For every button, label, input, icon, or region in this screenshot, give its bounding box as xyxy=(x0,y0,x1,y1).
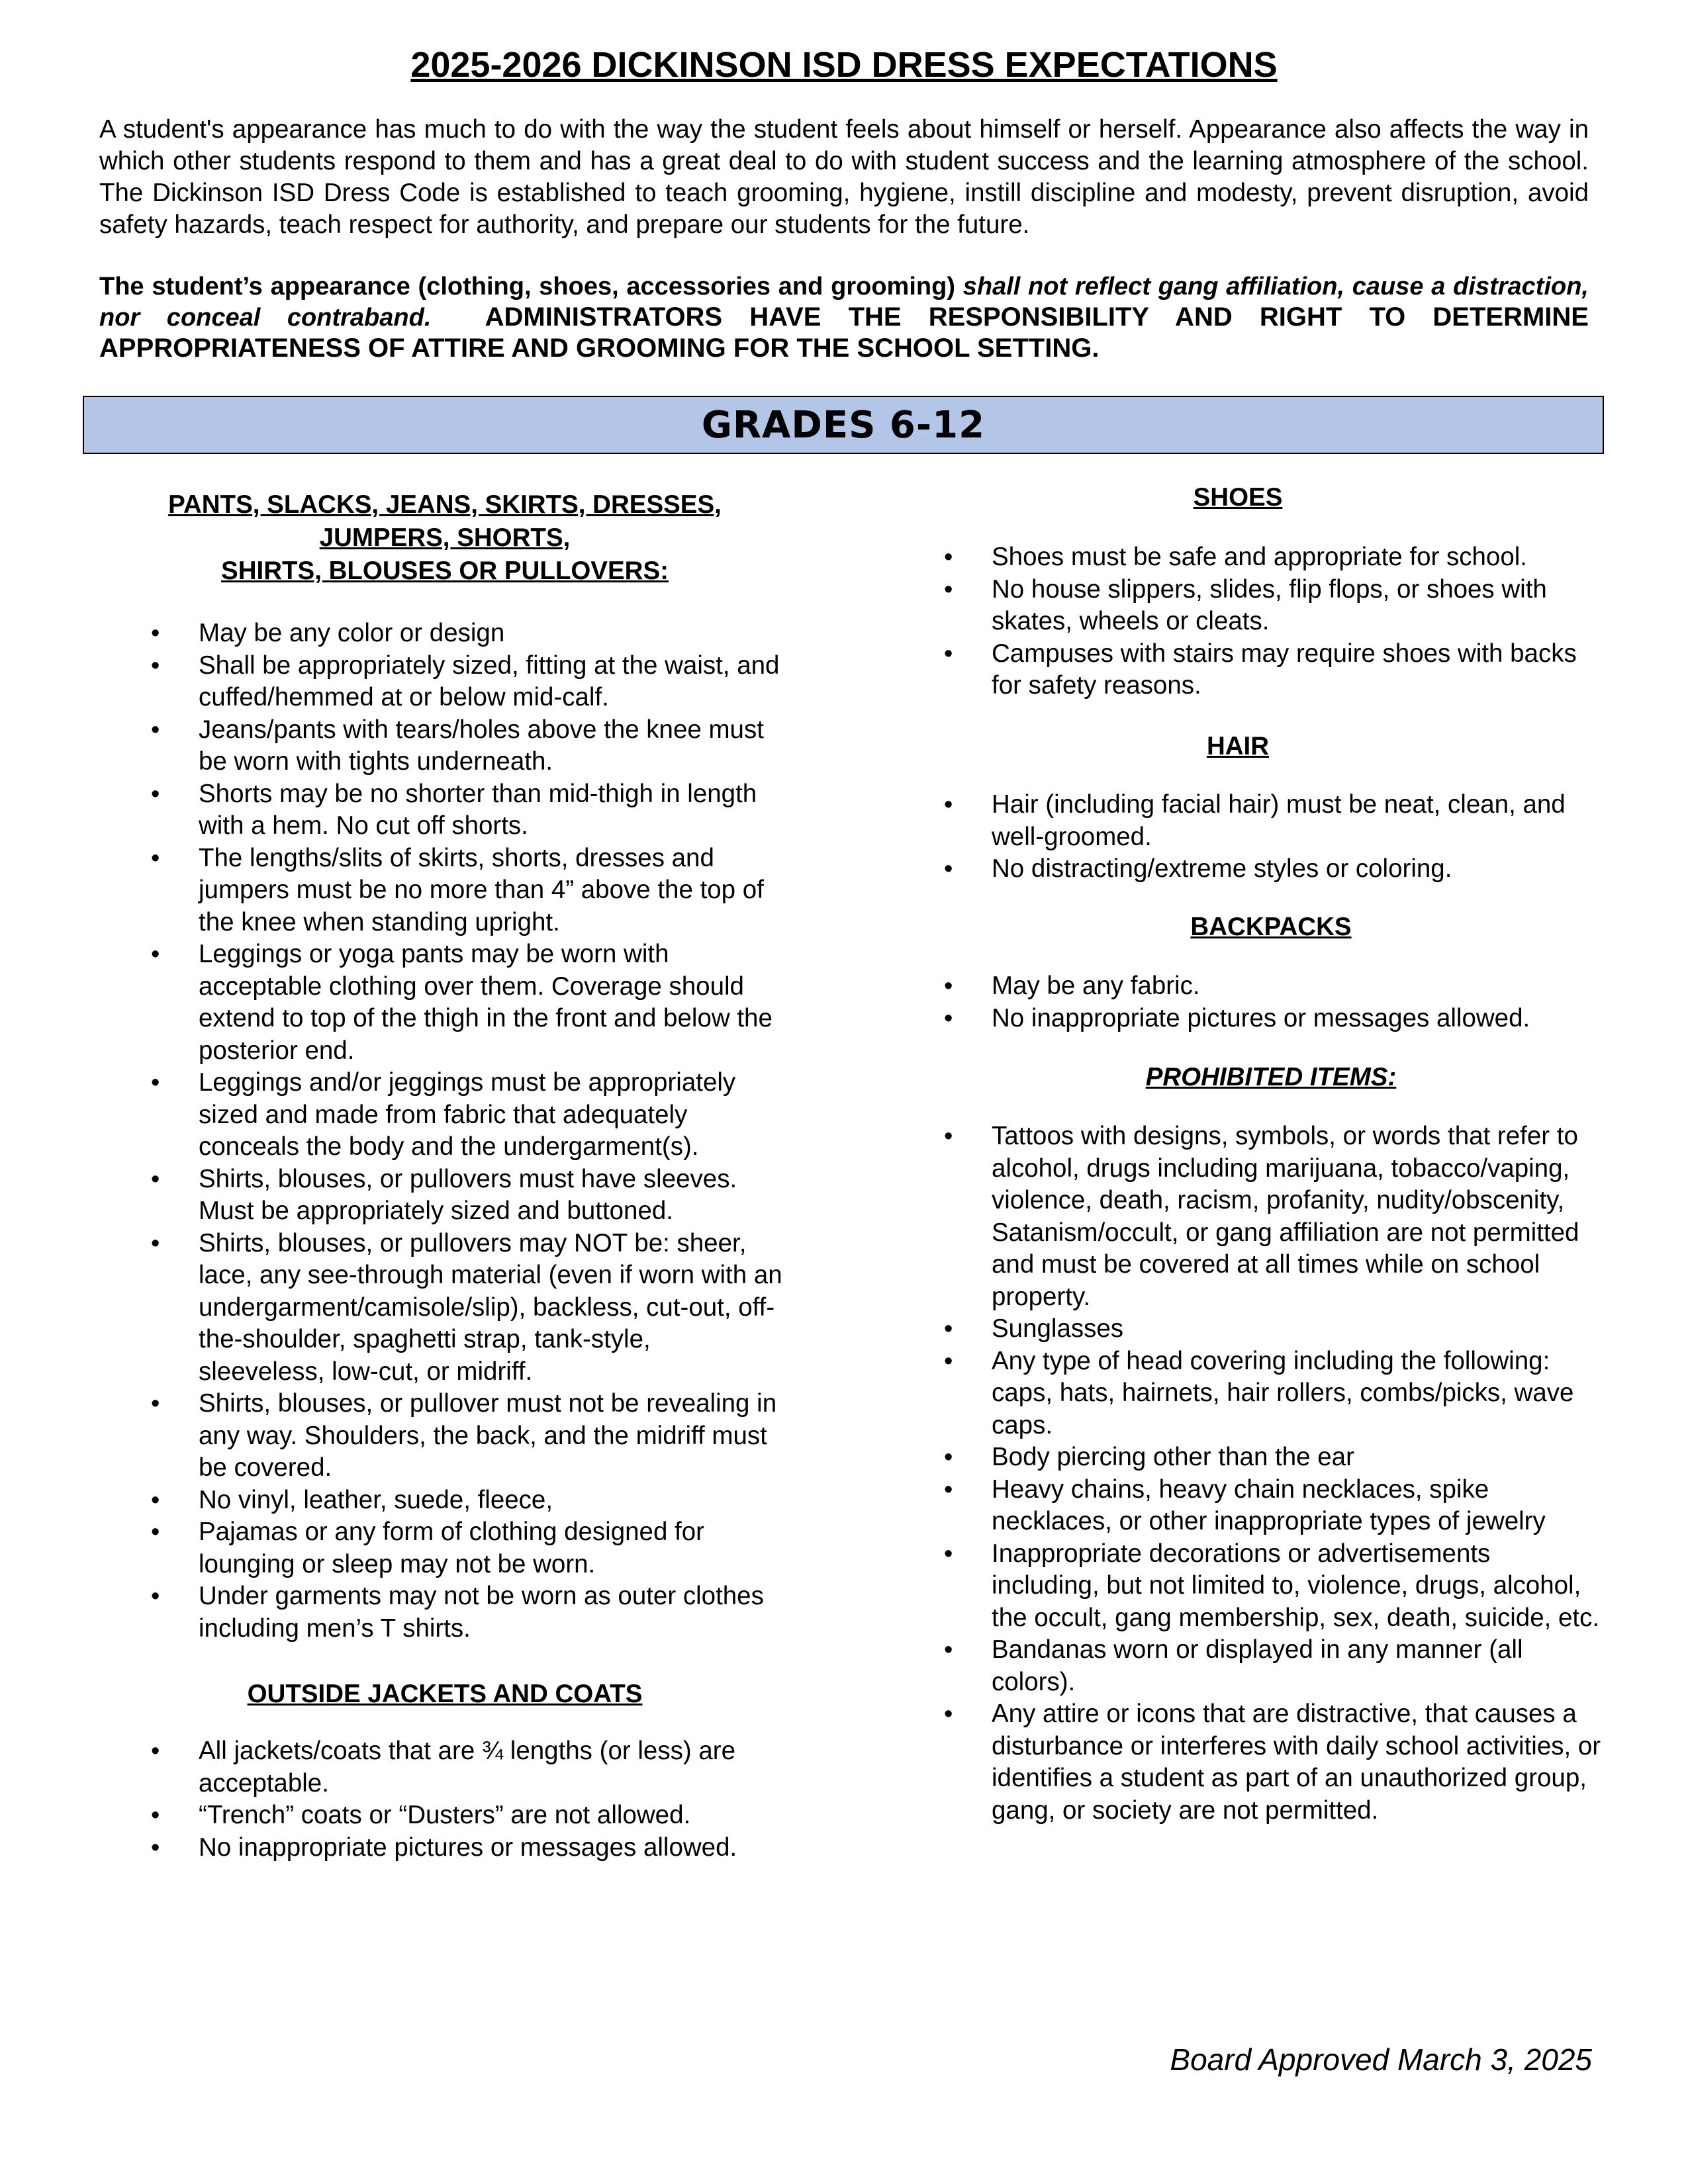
list-item: • No inappropriate pictures or messages allowed. xyxy=(940,1003,1602,1035)
list-item: • Shorts may be no shorter than mid-thigh in length with a hem. No cut off shorts. xyxy=(147,778,782,842)
notice-lead: The student’s appearance (clothing, shoes, accessories and grooming) xyxy=(99,273,963,300)
list-item: • Any type of head covering including the following: caps, hats, hairnets, hair rollers, combs/picks, wave caps. xyxy=(940,1345,1602,1442)
clothing-heading-line: SHIRTS, BLOUSES OR PULLOVERS: xyxy=(221,557,669,585)
notice-emphasis: shall not reflect gang affiliation, cause a distraction, nor conceal contraband xyxy=(99,273,1589,332)
grades-banner-label: GRADES 6-12 xyxy=(701,403,986,447)
backpacks-heading: BACKPACKS xyxy=(1190,913,1352,941)
list-item: • Shoes must be safe and appropriate for school. xyxy=(940,541,1602,574)
list-item: • Jeans/pants with tears/holes above the knee must be worn with tights underneath. xyxy=(147,714,782,778)
list-item: • Shirts, blouses, or pullovers may NOT be: sheer, lace, any see-through material (even if worn with an undergarment/camisole/slip), backless, cut-out, off-the-shoulder, spaghetti strap, tank-style, sleeveless, low-cut, or midriff. xyxy=(147,1228,782,1388)
list-item: • Campuses with stairs may require shoes with backs for safety reasons. xyxy=(940,638,1602,702)
list-item: • No house slippers, slides, flip flops, or shoes with skates, wheels or cleats. xyxy=(940,574,1602,638)
jackets-heading: OUTSIDE JACKETS AND COATS xyxy=(247,1680,643,1708)
list-item: • Tattoos with designs, symbols, or words that refer to alcohol, drugs including marijuana, tobacco/vaping, violence, death, racism, profanity, nudity/obscenity, Satanism/occult, or gang affiliation are not permitted and must be covered at all times while on school property. xyxy=(940,1120,1602,1313)
prohibited-heading: PROHIBITED ITEMS: xyxy=(1145,1063,1397,1091)
board-approval-footer: Board Approved March 3, 2025 xyxy=(1170,2042,1592,2077)
list-item: • May be any color or design xyxy=(147,617,782,650)
list-item: • Body piercing other than the ear xyxy=(940,1441,1602,1474)
list-item: • All jackets/coats that are ¾ lengths (or less) are acceptable. xyxy=(147,1735,782,1799)
list-item: • Under garments may not be worn as outer clothes including men’s T shirts. xyxy=(147,1580,782,1645)
prohibited-rules-list xyxy=(940,1120,1602,1827)
clothing-heading-line: JUMPERS, SHORTS, xyxy=(319,523,571,552)
list-item: • No distracting/extreme styles or coloring. xyxy=(940,853,1602,886)
backpacks-rules-list xyxy=(940,970,1602,1034)
list-item: • Hair (including facial hair) must be neat, clean, and well-groomed. xyxy=(940,789,1602,853)
intro-paragraph: A student's appearance has much to do with the way the student feels about himself or herself. Appearance also affects the way in which other students respond to them and has a great deal to do with student success and the learning atmosphere of the school. The Dickinson ISD Dress Code is established to teach grooming, hygiene, instill discipline and modesty, prevent disruption, avoid safety hazards, teach respect for authority, and prepare our students for the future. xyxy=(99,115,1589,239)
list-item: • No vinyl, leather, suede, fleece, xyxy=(147,1484,782,1517)
list-item: • Any attire or icons that are distractive, that causes a disturbance or interferes with daily school activities, or identifies a student as part of an unauthorized group, gang, or society are not permitted. xyxy=(940,1698,1602,1827)
appearance-notice xyxy=(99,271,1589,364)
shoes-heading: SHOES xyxy=(1193,483,1283,512)
hair-rules-list xyxy=(940,789,1602,886)
list-item: • Pajamas or any form of clothing designed for lounging or sleep may not be worn. xyxy=(147,1516,782,1580)
list-item: • Sunglasses xyxy=(940,1313,1602,1345)
hair-heading: HAIR xyxy=(1206,732,1270,760)
notice-administrators: ADMINISTRATORS HAVE THE RESPONSIBILITY AND RIGHT TO DETERMINE APPROPRIATENESS OF ATTIRE AND GROOMING FOR THE SCHOOL SETTING. xyxy=(99,302,1589,363)
list-item: • “Trench” coats or “Dusters” are not allowed. xyxy=(147,1799,782,1832)
list-item: • Shirts, blouses, or pullover must not be revealing in any way. Shoulders, the back, and the midriff must be covered. xyxy=(147,1388,782,1484)
clothing-heading-line: PANTS, SLACKS, JEANS, SKIRTS, DRESSES, xyxy=(168,490,722,519)
list-item: • The lengths/slits of skirts, shorts, dresses and jumpers must be no more than 4” above the top of the knee when standing upright. xyxy=(147,842,782,939)
list-item: • May be any fabric. xyxy=(940,970,1602,1003)
jackets-rules-list xyxy=(147,1735,782,1864)
list-item: • Inappropriate decorations or advertisements including, but not limited to, violence, drugs, alcohol, the occult, gang membership, sex, death, suicide, etc. xyxy=(940,1538,1602,1635)
page-title: 2025-2026 DICKINSON ISD DRESS EXPECTATIONS xyxy=(410,45,1278,85)
list-item: • Bandanas worn or displayed in any manner (all colors). xyxy=(940,1634,1602,1698)
clothing-rules-list xyxy=(147,617,782,1645)
notice-period: . xyxy=(424,304,432,332)
list-item: • Shirts, blouses, or pullovers must have sleeves. Must be appropriately sized and buttoned. xyxy=(147,1163,782,1228)
grades-banner xyxy=(83,396,1604,454)
list-item: • Leggings and/or jeggings must be appropriately sized and made from fabric that adequately conceals the body and the undergarment(s). xyxy=(147,1067,782,1163)
list-item: • Heavy chains, heavy chain necklaces, spike necklaces, or other inappropriate types of jewelry xyxy=(940,1474,1602,1538)
list-item: • Shall be appropriately sized, fitting at the waist, and cuffed/hemmed at or below mid-calf. xyxy=(147,650,782,714)
list-item: • No inappropriate pictures or messages allowed. xyxy=(147,1832,782,1864)
clothing-heading xyxy=(147,488,743,588)
list-item: • Leggings or yoga pants may be worn with acceptable clothing over them. Coverage should extend to top of the thigh in the front and below the posterior end. xyxy=(147,938,782,1067)
shoes-rules-list xyxy=(940,541,1602,702)
